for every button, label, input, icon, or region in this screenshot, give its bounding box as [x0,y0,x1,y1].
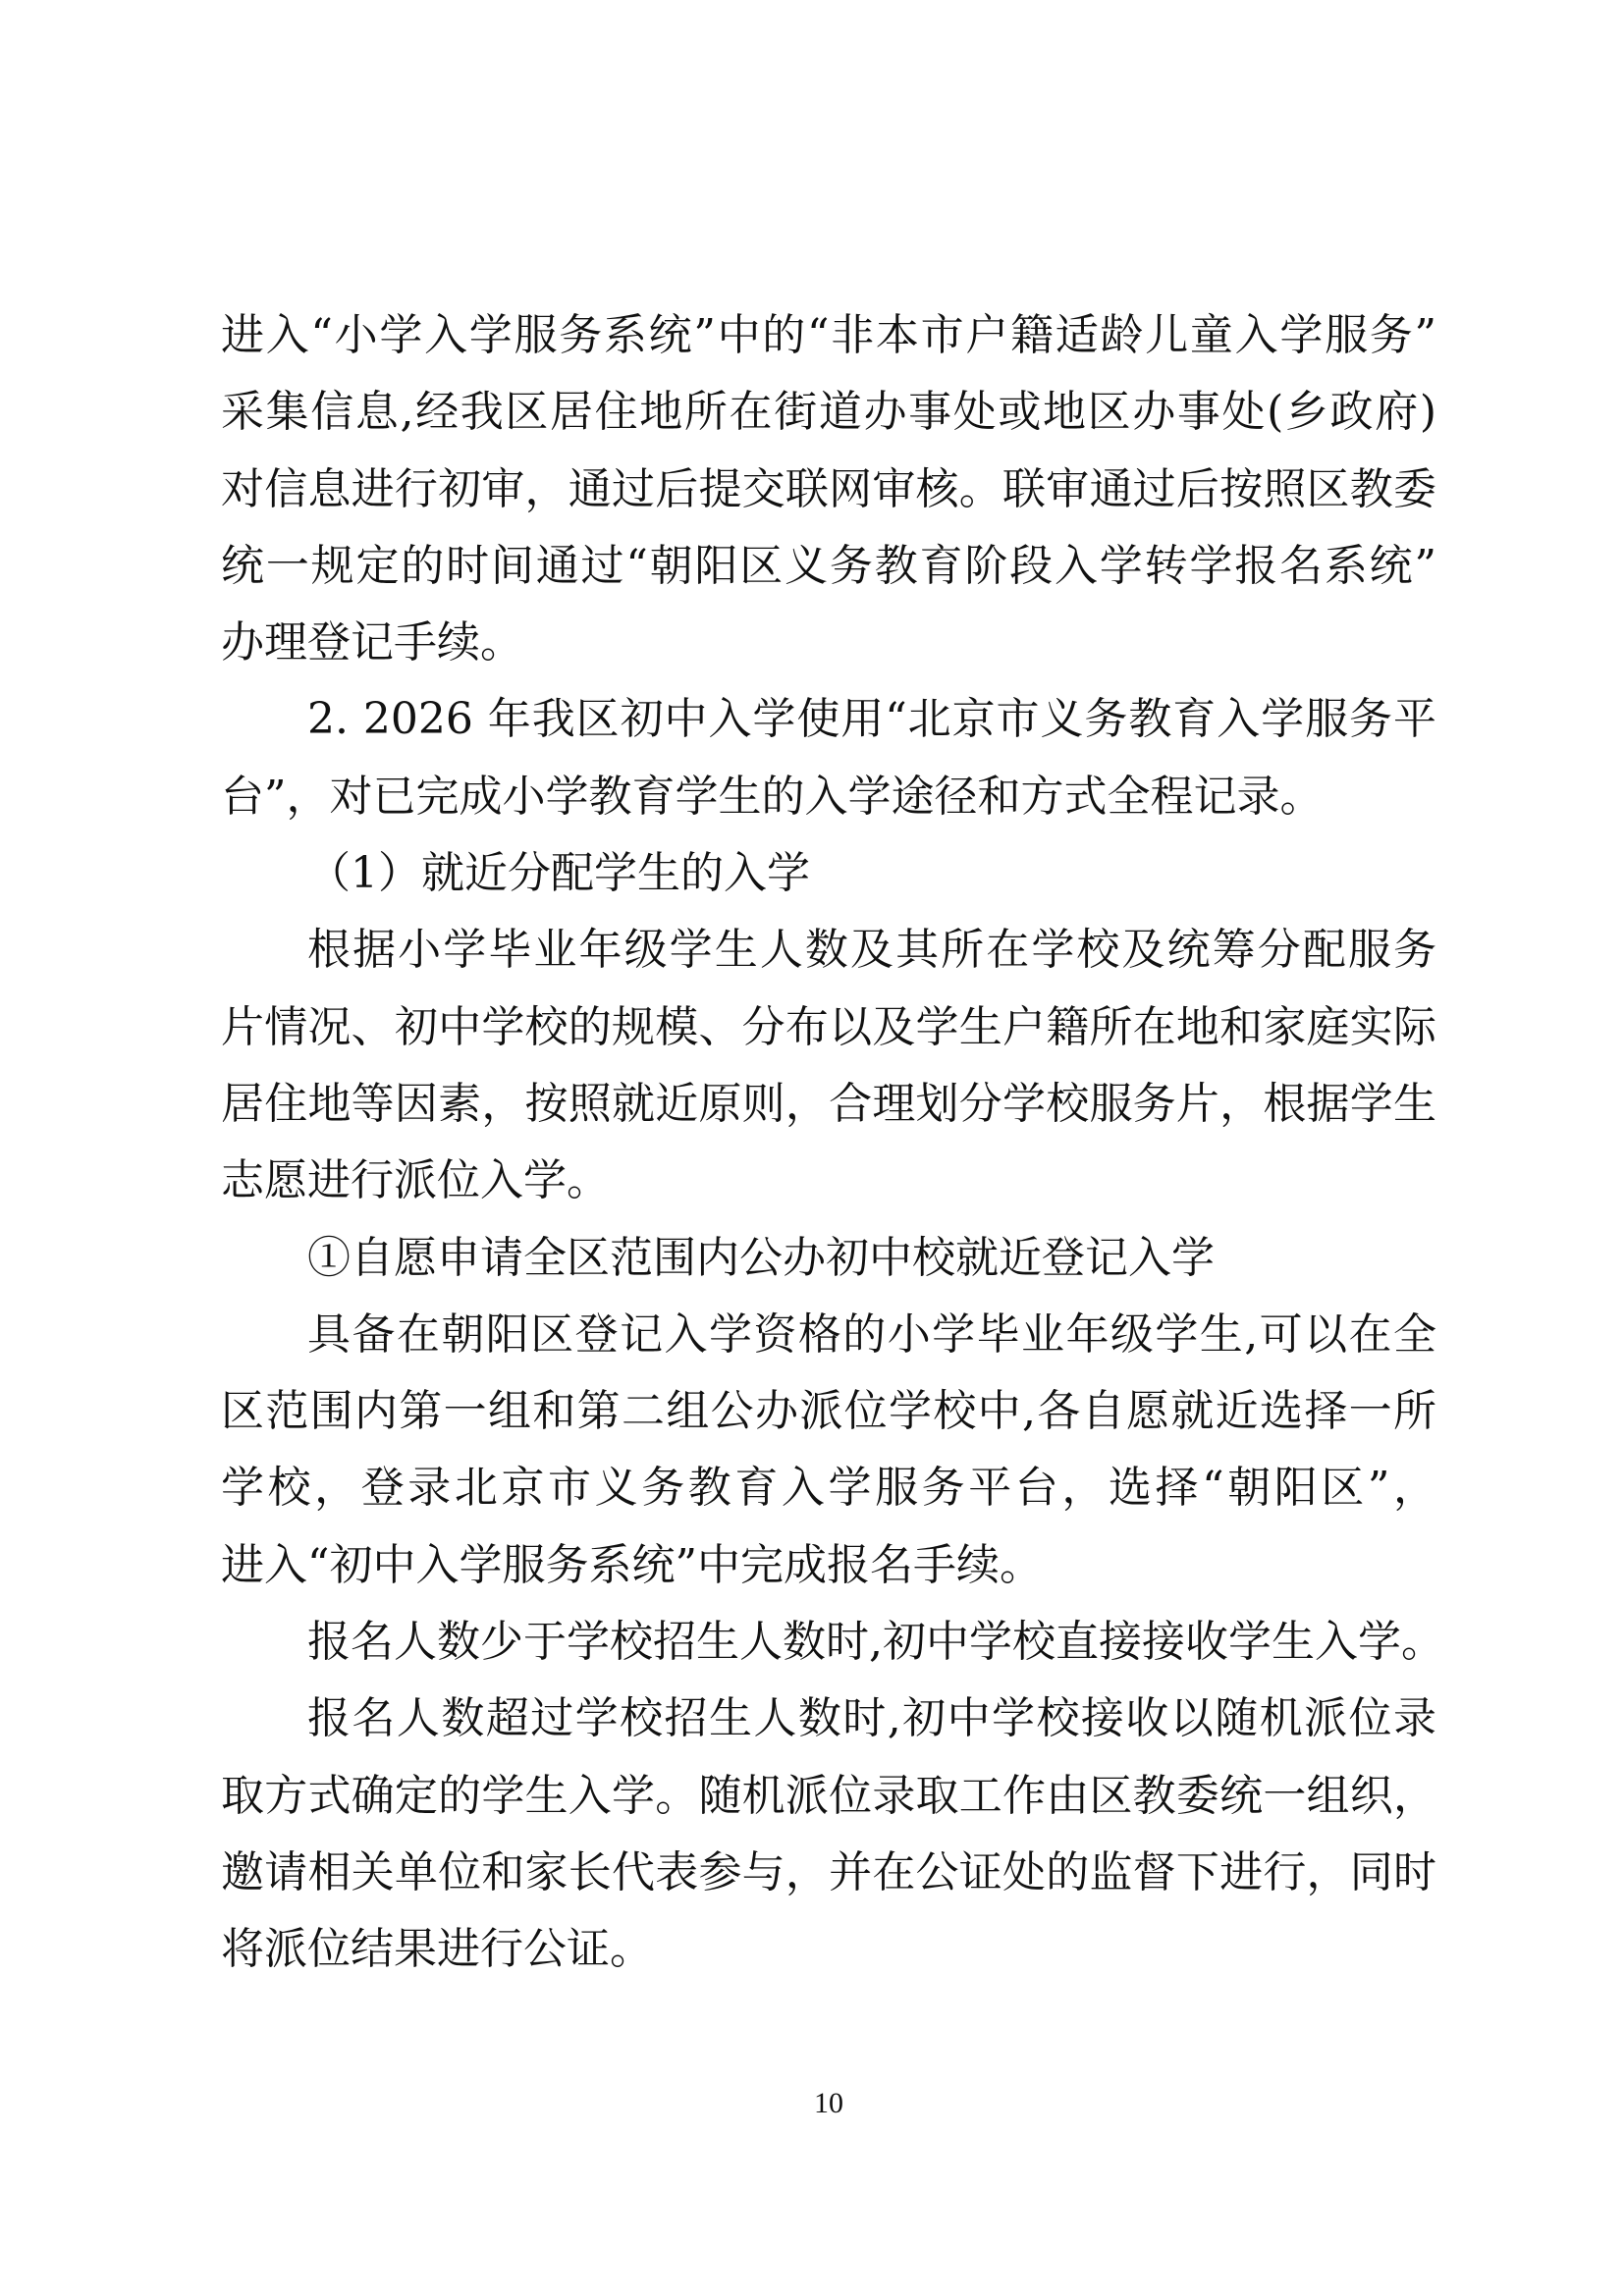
subsection-heading [221,835,1436,912]
text-line: 办理登记手续。 [221,617,523,668]
text-line: 将派位结果进行公证。 [221,1924,653,1975]
text-line: 统一规定的时间通过“朝阳区义务教育阶段入学转学报名系统” [221,540,1436,591]
paragraph [221,297,1436,681]
paragraph [221,1604,1444,1681]
text-line: 采集信息,经我区居住地所在街道办事处或地区办事处(乡政府) [221,387,1436,438]
text-line: 进入“初中入学服务系统”中完成报名手续。 [221,1539,1043,1590]
page-number: 10 [814,2087,843,2119]
text-line: 学校，登录北京市义务教育入学服务平台，选择“朝阳区”， [221,1463,1436,1514]
text-line: 对信息进行初审，通过后提交联网审核。联审通过后按照区教委 [221,463,1436,514]
subsection-heading [221,1220,1436,1297]
text-line: 报名人数超过学校招生人数时,初中学校接收以随机派位录 [307,1693,1436,1744]
text-line: ①自愿申请全区范围内公办初中校就近登记入学 [307,1232,1215,1283]
text-line: 取方式确定的学生入学。随机派位录取工作由区教委统一组织， [221,1770,1436,1821]
paragraph [221,1297,1436,1604]
text-line: 志愿进行派位入学。 [221,1155,610,1206]
text-line: 片情况、初中学校的规模、分布以及学生户籍所在地和家庭实际 [221,1001,1436,1052]
paragraph [221,681,1436,835]
text-line: 具备在朝阳区登记入学资格的小学毕业年级学生,可以在全 [307,1308,1436,1360]
document-body [221,297,1444,1989]
text-line: 区范围内第一组和第二组公办派位学校中,各自愿就近选择一所 [221,1386,1436,1437]
paragraph [221,912,1436,1219]
text-line: 台”，对已完成小学教育学生的入学途径和方式全程记录。 [221,771,1324,822]
text-line: 居住地等因素，按照就近原则，合理划分学校服务片，根据学生 [221,1078,1436,1129]
text-line: 进入“小学入学服务系统”中的“非本市户籍适龄儿童入学服务” [221,310,1436,360]
text-line: （1）就近分配学生的入学 [307,848,810,899]
text-line: 根据小学毕业年级学生人数及其所在学校及统筹分配服务 [307,925,1436,976]
paragraph [221,1681,1436,1988]
text-line: 报名人数少于学校招生人数时,初中学校直接接收学生入学。 [307,1617,1444,1668]
text-line: 邀请相关单位和家长代表参与，并在公证处的监督下进行，同时 [221,1846,1436,1897]
text-line: 2. 2026 年我区初中入学使用“北京市义务教育入学服务平 [307,694,1436,745]
